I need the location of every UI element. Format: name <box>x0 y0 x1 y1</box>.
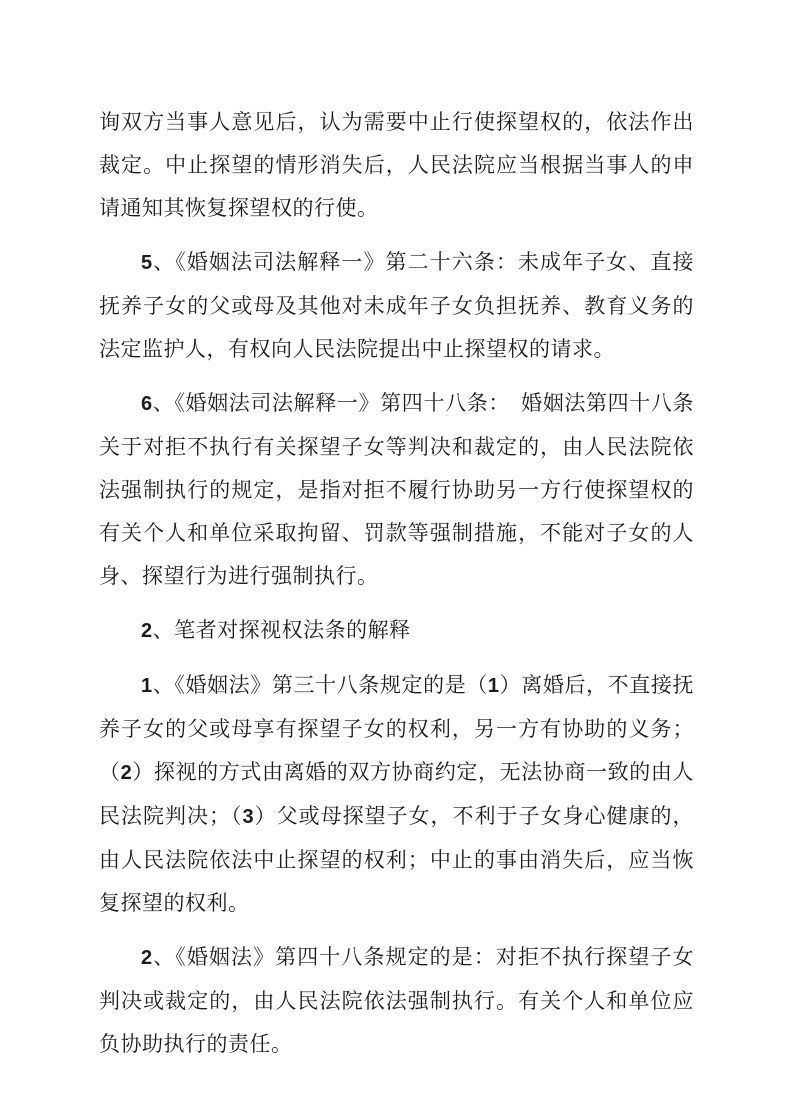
para-explain-1: 1、《婚姻法》第三十八条规定的是（1）离婚后，不直接抚养子女的父或母享有探望子女的权利，另一方有协助的义务；（2）探视的方式由离婚的双方协商约定，无法协商一致的由人民法院判决；（3）父或母探望子女，不利于子女身心健康的，由人民法院依法中止探望的权利；中止的事由消失后，应当恢复探望的权利。 <box>99 673 695 915</box>
para-item-5: 5、《婚姻法司法解释一》第二十六条：未成年子女、直接抚养子女的父或母及其他对未成年子女负担抚养、教育义务的法定监护人，有权向人民法院提出中止探望权的请求。 <box>99 250 694 361</box>
para-explain-2: 2、《婚姻法》第四十八条规定的是：对拒不执行探望子女判决或裁定的，由人民法院依法强制执行。有关个人和单位应负协助执行的责任。 <box>99 945 694 1056</box>
para-continuation: 询双方当事人意见后，认为需要中止行使探望权的，依法作出裁定。中止探望的情形消失后，人民法院应当根据当事人的申请通知其恢复探望权的行使。 <box>99 110 694 220</box>
para-item-6: 6、《婚姻法司法解释一》第四十八条： 婚姻法第四十八条关于对拒不执行有关探望子女等判决和裁定的，由人民法院依法强制执行的规定，是指对拒不履行协助另一方行使探望权的有关个人和单位采取拘留、罚款等强制措施，不能对子女的人身、探望行为进行强制执行。 <box>99 391 694 588</box>
heading-author-interpretation: 2、笔者对探视权法条的解释 <box>141 618 411 642</box>
